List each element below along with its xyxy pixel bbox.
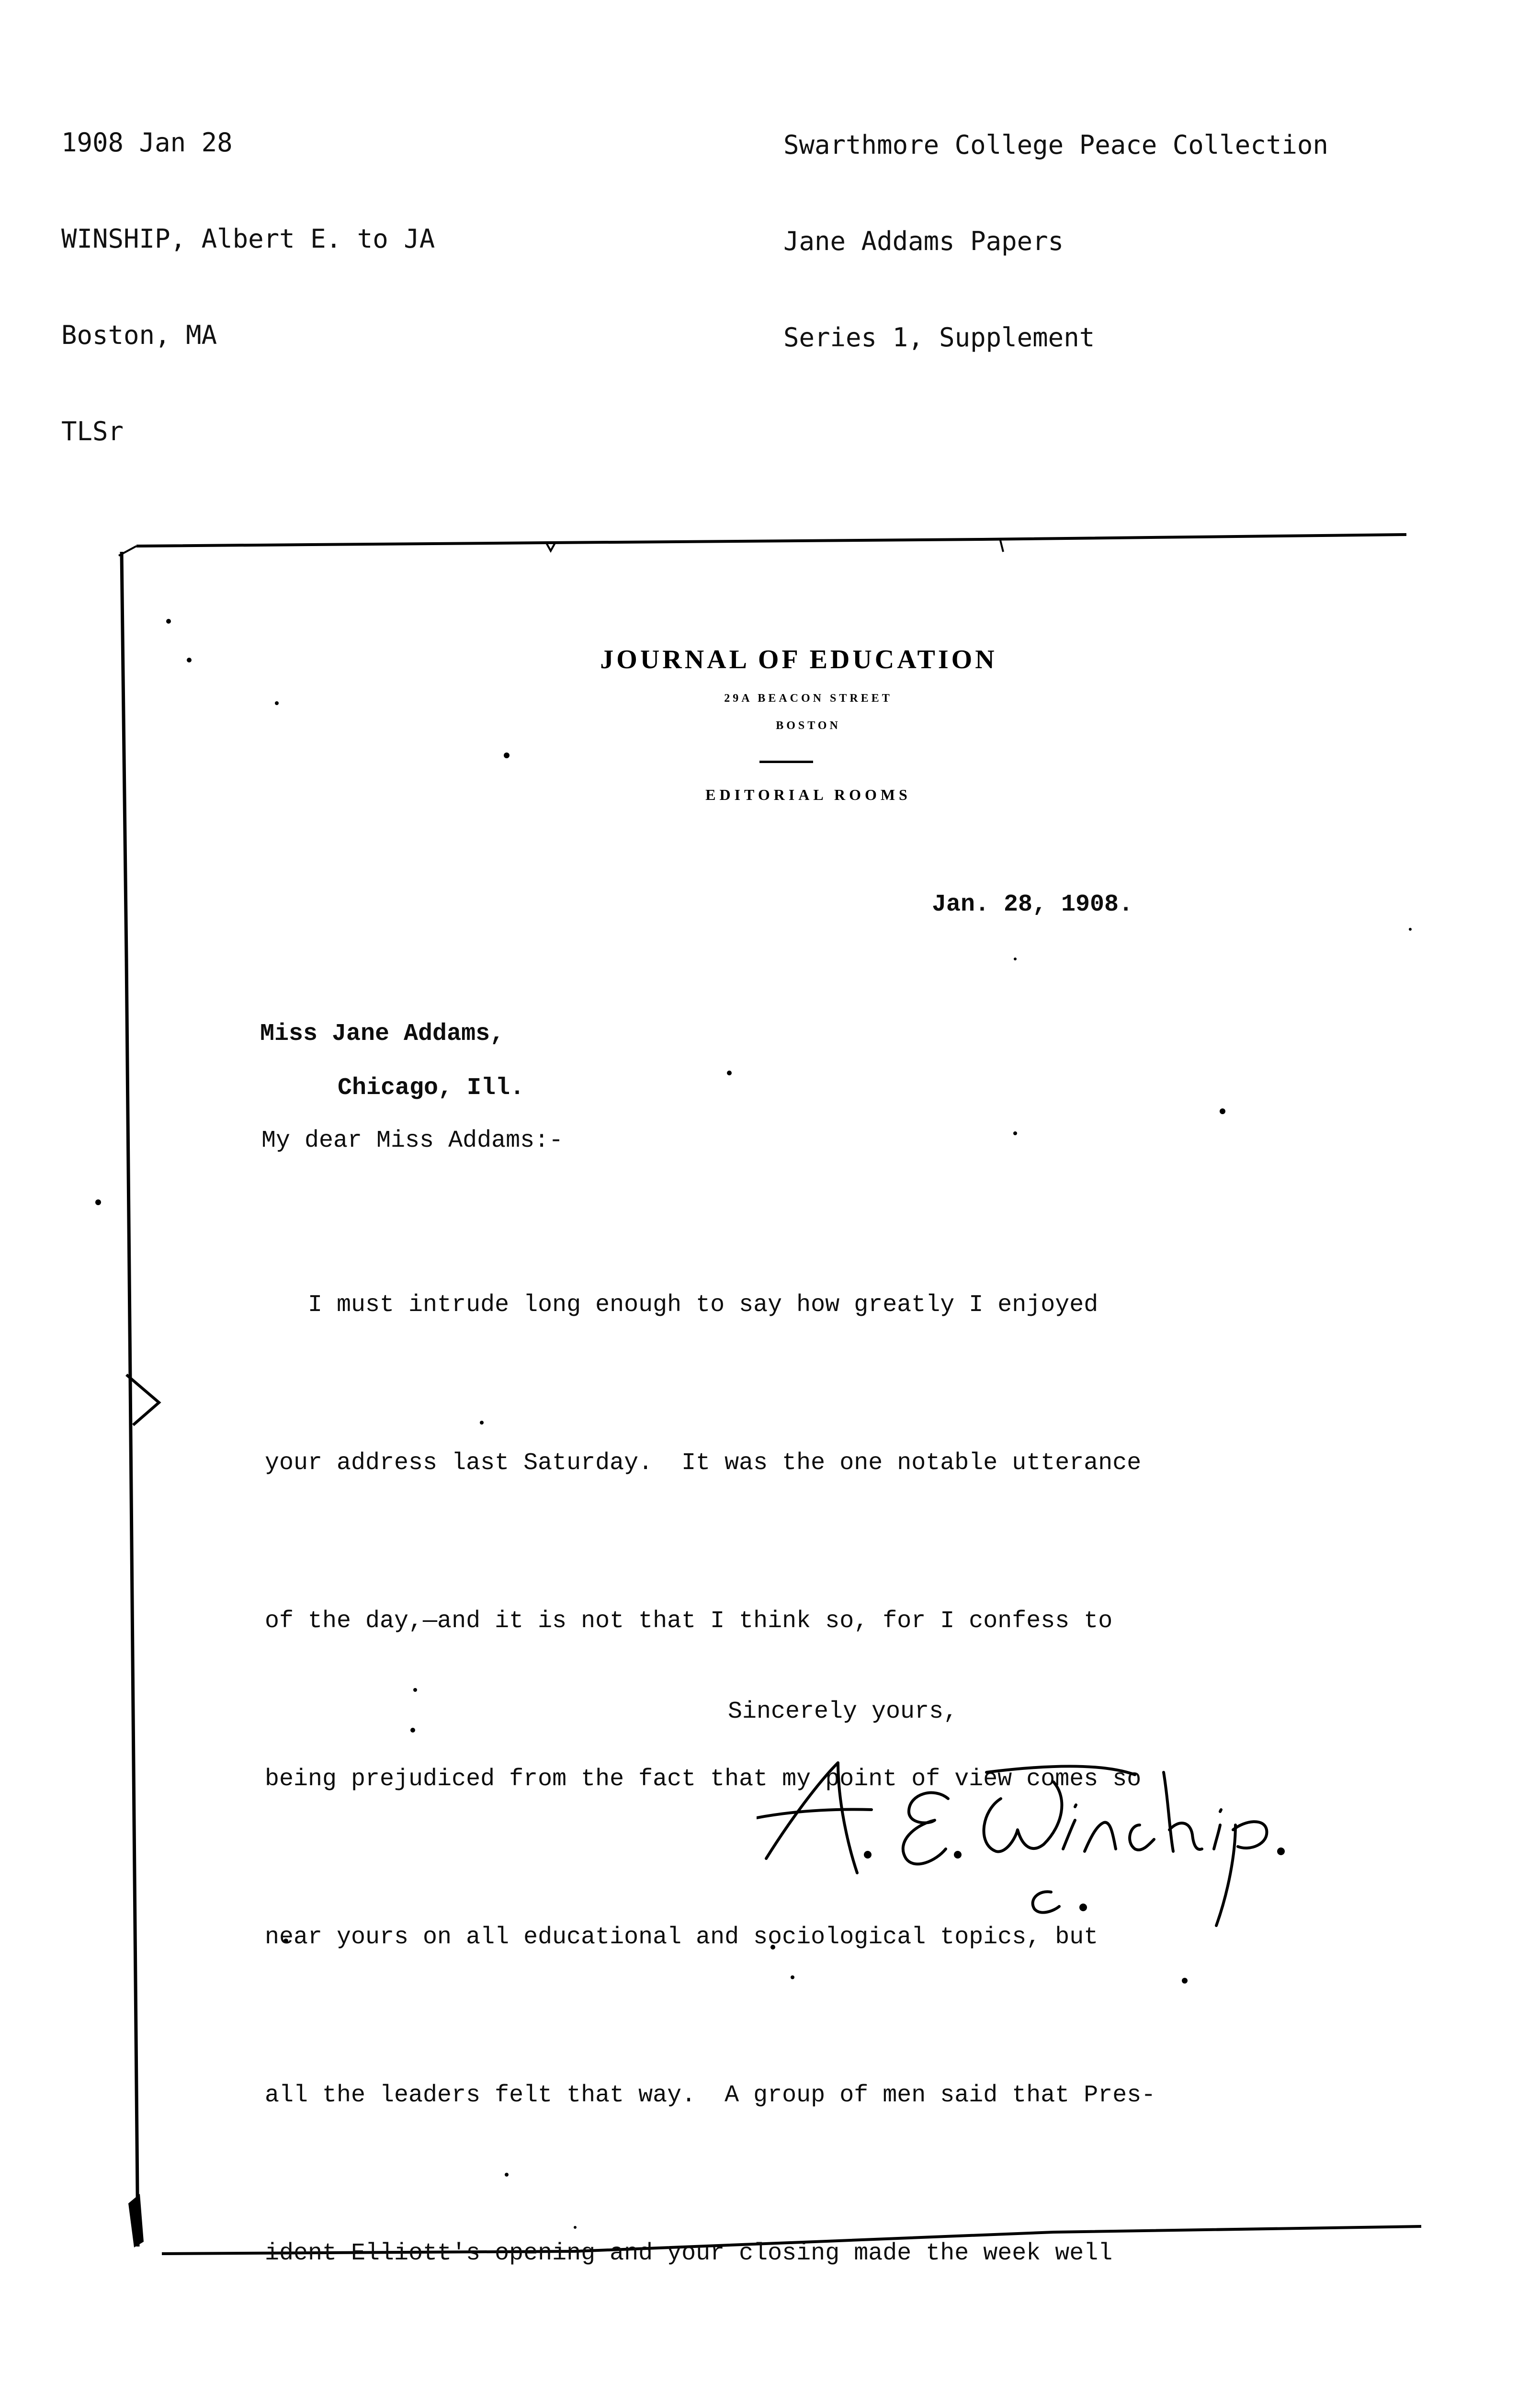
catalog-collection: Swarthmore College Peace Collection xyxy=(783,130,1328,160)
letterhead-city: BOSTON xyxy=(776,719,841,732)
catalog-type: TLSr xyxy=(61,416,124,446)
recipient-name: Miss Jane Addams, xyxy=(260,1020,505,1048)
letterhead-rule xyxy=(759,761,813,763)
body-line: of the day,—and it is not that I think so, for I confess to xyxy=(265,1608,1113,1635)
letter-top-edge xyxy=(136,535,1406,546)
catalog-correspondents: WINSHIP, Albert E. to JA xyxy=(61,224,435,254)
catalog-papers: Jane Addams Papers xyxy=(783,226,1064,256)
catalog-date: 1908 Jan 28 xyxy=(61,127,233,158)
letter-date: Jan. 28, 1908. xyxy=(932,891,1133,918)
catalog-series: Series 1, Supplement xyxy=(783,322,1095,353)
letterhead-department: EDITORIAL ROOMS xyxy=(705,786,911,803)
body-line: I must intrude long enough to say how greatly I enjoyed xyxy=(265,1291,1098,1319)
catalog-location: Boston, MA xyxy=(61,320,217,350)
letter-closing: Sincerely yours, xyxy=(728,1698,958,1725)
body-line xyxy=(265,2385,1155,2395)
handwritten-signature xyxy=(757,1753,1293,1935)
letterhead-title: JOURNAL OF EDUCATION xyxy=(600,645,997,674)
letter-greeting: My dear Miss Addams:- xyxy=(261,1127,564,1154)
body-line: ident Elliott's opening and your closing made the week well xyxy=(265,2240,1113,2267)
body-line: being prejudiced from the fact that my point of view comes so xyxy=(265,1766,1142,1793)
body-line: all the leaders felt that way. A group of men said that Pres- xyxy=(265,2082,1156,2109)
body-line: your address last Saturday. It was the one notable utterance xyxy=(265,1449,1142,1477)
letter-left-edge xyxy=(122,552,138,2247)
letterhead-street: 29A BEACON STREET xyxy=(724,692,893,705)
recipient-city: Chicago, Ill. xyxy=(338,1074,525,1102)
body-line: near yours on all educational and sociological topics, but xyxy=(265,1924,1098,1951)
